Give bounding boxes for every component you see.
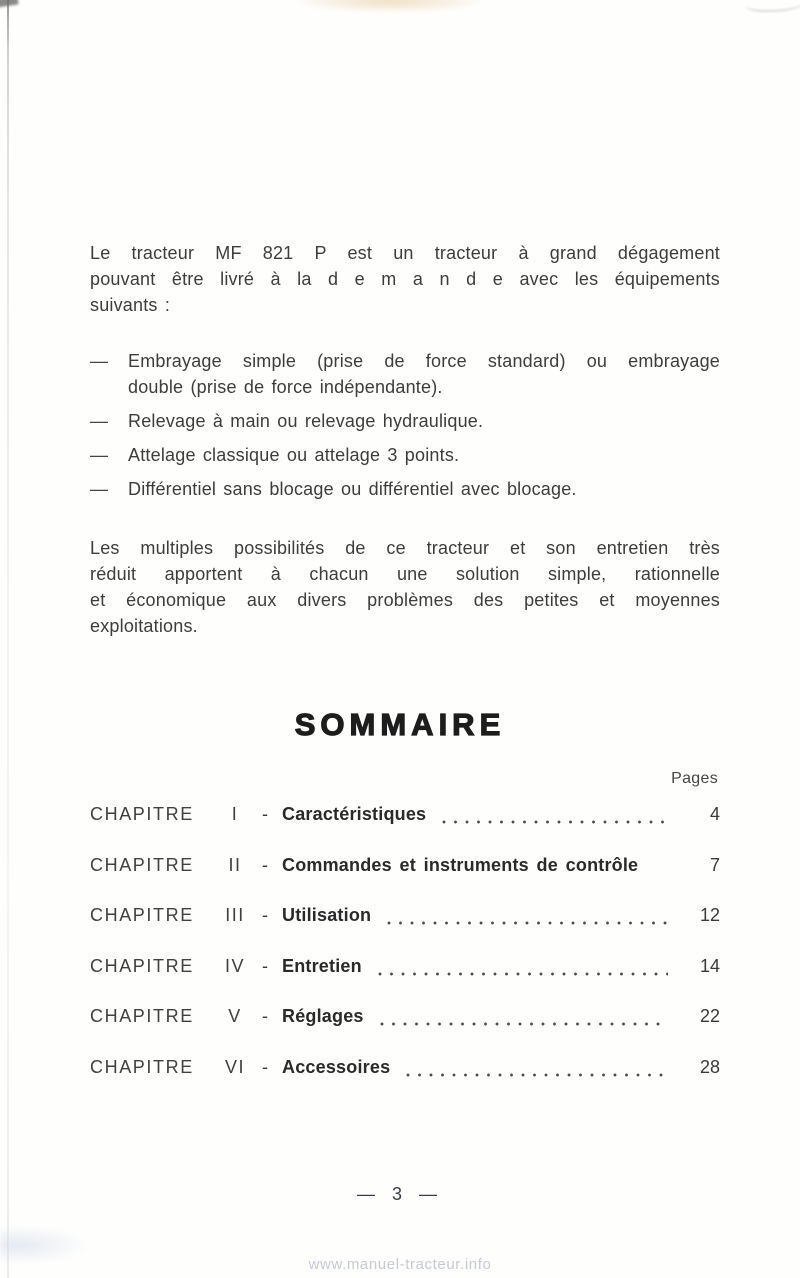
closing-line-3: et économique aux divers problèmes des petites et moyennes — [90, 590, 720, 610]
scan-top-left-mark — [0, 0, 19, 7]
closing-paragraph — [90, 535, 720, 639]
dot-leader — [387, 921, 668, 925]
list-item — [90, 442, 720, 468]
scan-top-smudge — [300, 0, 480, 12]
chapter-title: Accessoires — [282, 1056, 391, 1077]
list-item-text: Attelage classique ou attelage 3 points. — [128, 445, 460, 465]
chapter-numeral: IV — [224, 955, 245, 976]
chapter-separator: - — [262, 955, 268, 976]
chapter-separator: - — [262, 1056, 268, 1077]
chapter-numeral: I — [231, 804, 239, 824]
toc-row-chapter-6 — [90, 1057, 720, 1081]
chapter-page-number: 4 — [709, 804, 720, 824]
list-item-text: Relevage à main ou relevage hydraulique. — [128, 411, 484, 431]
chapter-title: Réglages — [282, 1006, 364, 1026]
dot-leader — [378, 972, 668, 976]
toc-row-chapter-4 — [90, 956, 720, 980]
closing-line-1: Les multiples possibilités de ce tracteur et son entretien très — [90, 538, 720, 558]
dash-bullet: — — [90, 411, 109, 431]
chapter-separator: - — [262, 905, 268, 925]
chapter-page-number: 7 — [709, 854, 720, 875]
list-item-text: Différentiel sans blocage ou différentiel avec blocage. — [128, 479, 577, 499]
chapter-numeral: II — [228, 854, 242, 875]
list-item-text: double (prise de force indépendante). — [128, 377, 443, 397]
chapter-separator: - — [262, 1006, 268, 1026]
toc-row-chapter-1 — [90, 804, 720, 828]
intro-line-3: suivants : — [90, 295, 171, 315]
dot-leader — [654, 871, 668, 875]
chapter-numeral: V — [228, 1006, 242, 1026]
intro-line-1: Le tracteur MF 821 P est un tracteur à grand dégagement — [90, 243, 720, 263]
chapter-label: CHAPITRE — [90, 1006, 194, 1026]
chapter-label: CHAPITRE — [90, 905, 194, 925]
chapter-title: Commandes et instruments de contrôle — [282, 854, 639, 875]
pages-column-label: Pages — [671, 770, 718, 787]
scan-left-edge-line — [7, 0, 9, 1278]
summary-title: SOMMAIRE — [294, 707, 506, 742]
table-of-contents — [90, 804, 720, 1107]
toc-row-chapter-5 — [90, 1006, 720, 1030]
chapter-page-number: 28 — [699, 1056, 720, 1077]
dot-leader — [442, 820, 668, 824]
chapter-separator: - — [262, 804, 268, 824]
chapter-numeral: III — [225, 905, 245, 925]
list-item — [90, 408, 720, 434]
scan-top-right-curve — [746, 0, 800, 12]
list-item-text: Embrayage simple (prise de force standard) ou embrayage — [128, 351, 720, 371]
equipment-list — [90, 348, 720, 510]
dot-leader — [380, 1022, 668, 1026]
chapter-numeral: VI — [224, 1056, 245, 1077]
chapter-label: CHAPITRE — [90, 955, 194, 976]
intro-paragraph — [90, 240, 720, 318]
chapter-title: Utilisation — [282, 905, 372, 925]
chapter-page-number: 14 — [699, 955, 720, 976]
page-number: — 3 — — [356, 1184, 443, 1204]
chapter-page-number: 22 — [699, 1006, 720, 1026]
chapter-label: CHAPITRE — [90, 1056, 194, 1077]
toc-row-chapter-2 — [90, 855, 720, 879]
chapter-label: CHAPITRE — [90, 854, 194, 875]
watermark-text: www.manuel-tracteur.info — [308, 1256, 492, 1273]
chapter-title: Entretien — [282, 955, 362, 976]
dash-bullet: — — [90, 351, 109, 371]
chapter-page-number: 12 — [699, 905, 720, 925]
list-item — [90, 476, 720, 502]
closing-line-4: exploitations. — [90, 616, 198, 636]
chapter-separator: - — [262, 854, 268, 875]
chapter-label: CHAPITRE — [90, 804, 194, 824]
dot-leader — [406, 1073, 668, 1077]
toc-row-chapter-3 — [90, 905, 720, 929]
intro-line-2: pouvant être livré à la d e m a n d e avec les équipements — [90, 269, 720, 289]
dash-bullet: — — [90, 445, 109, 465]
list-item — [90, 348, 720, 400]
dash-bullet: — — [90, 479, 109, 499]
chapter-title: Caractéristiques — [282, 804, 427, 824]
closing-line-2: réduit apportent à chacun une solution simple, rationnelle — [90, 564, 720, 584]
